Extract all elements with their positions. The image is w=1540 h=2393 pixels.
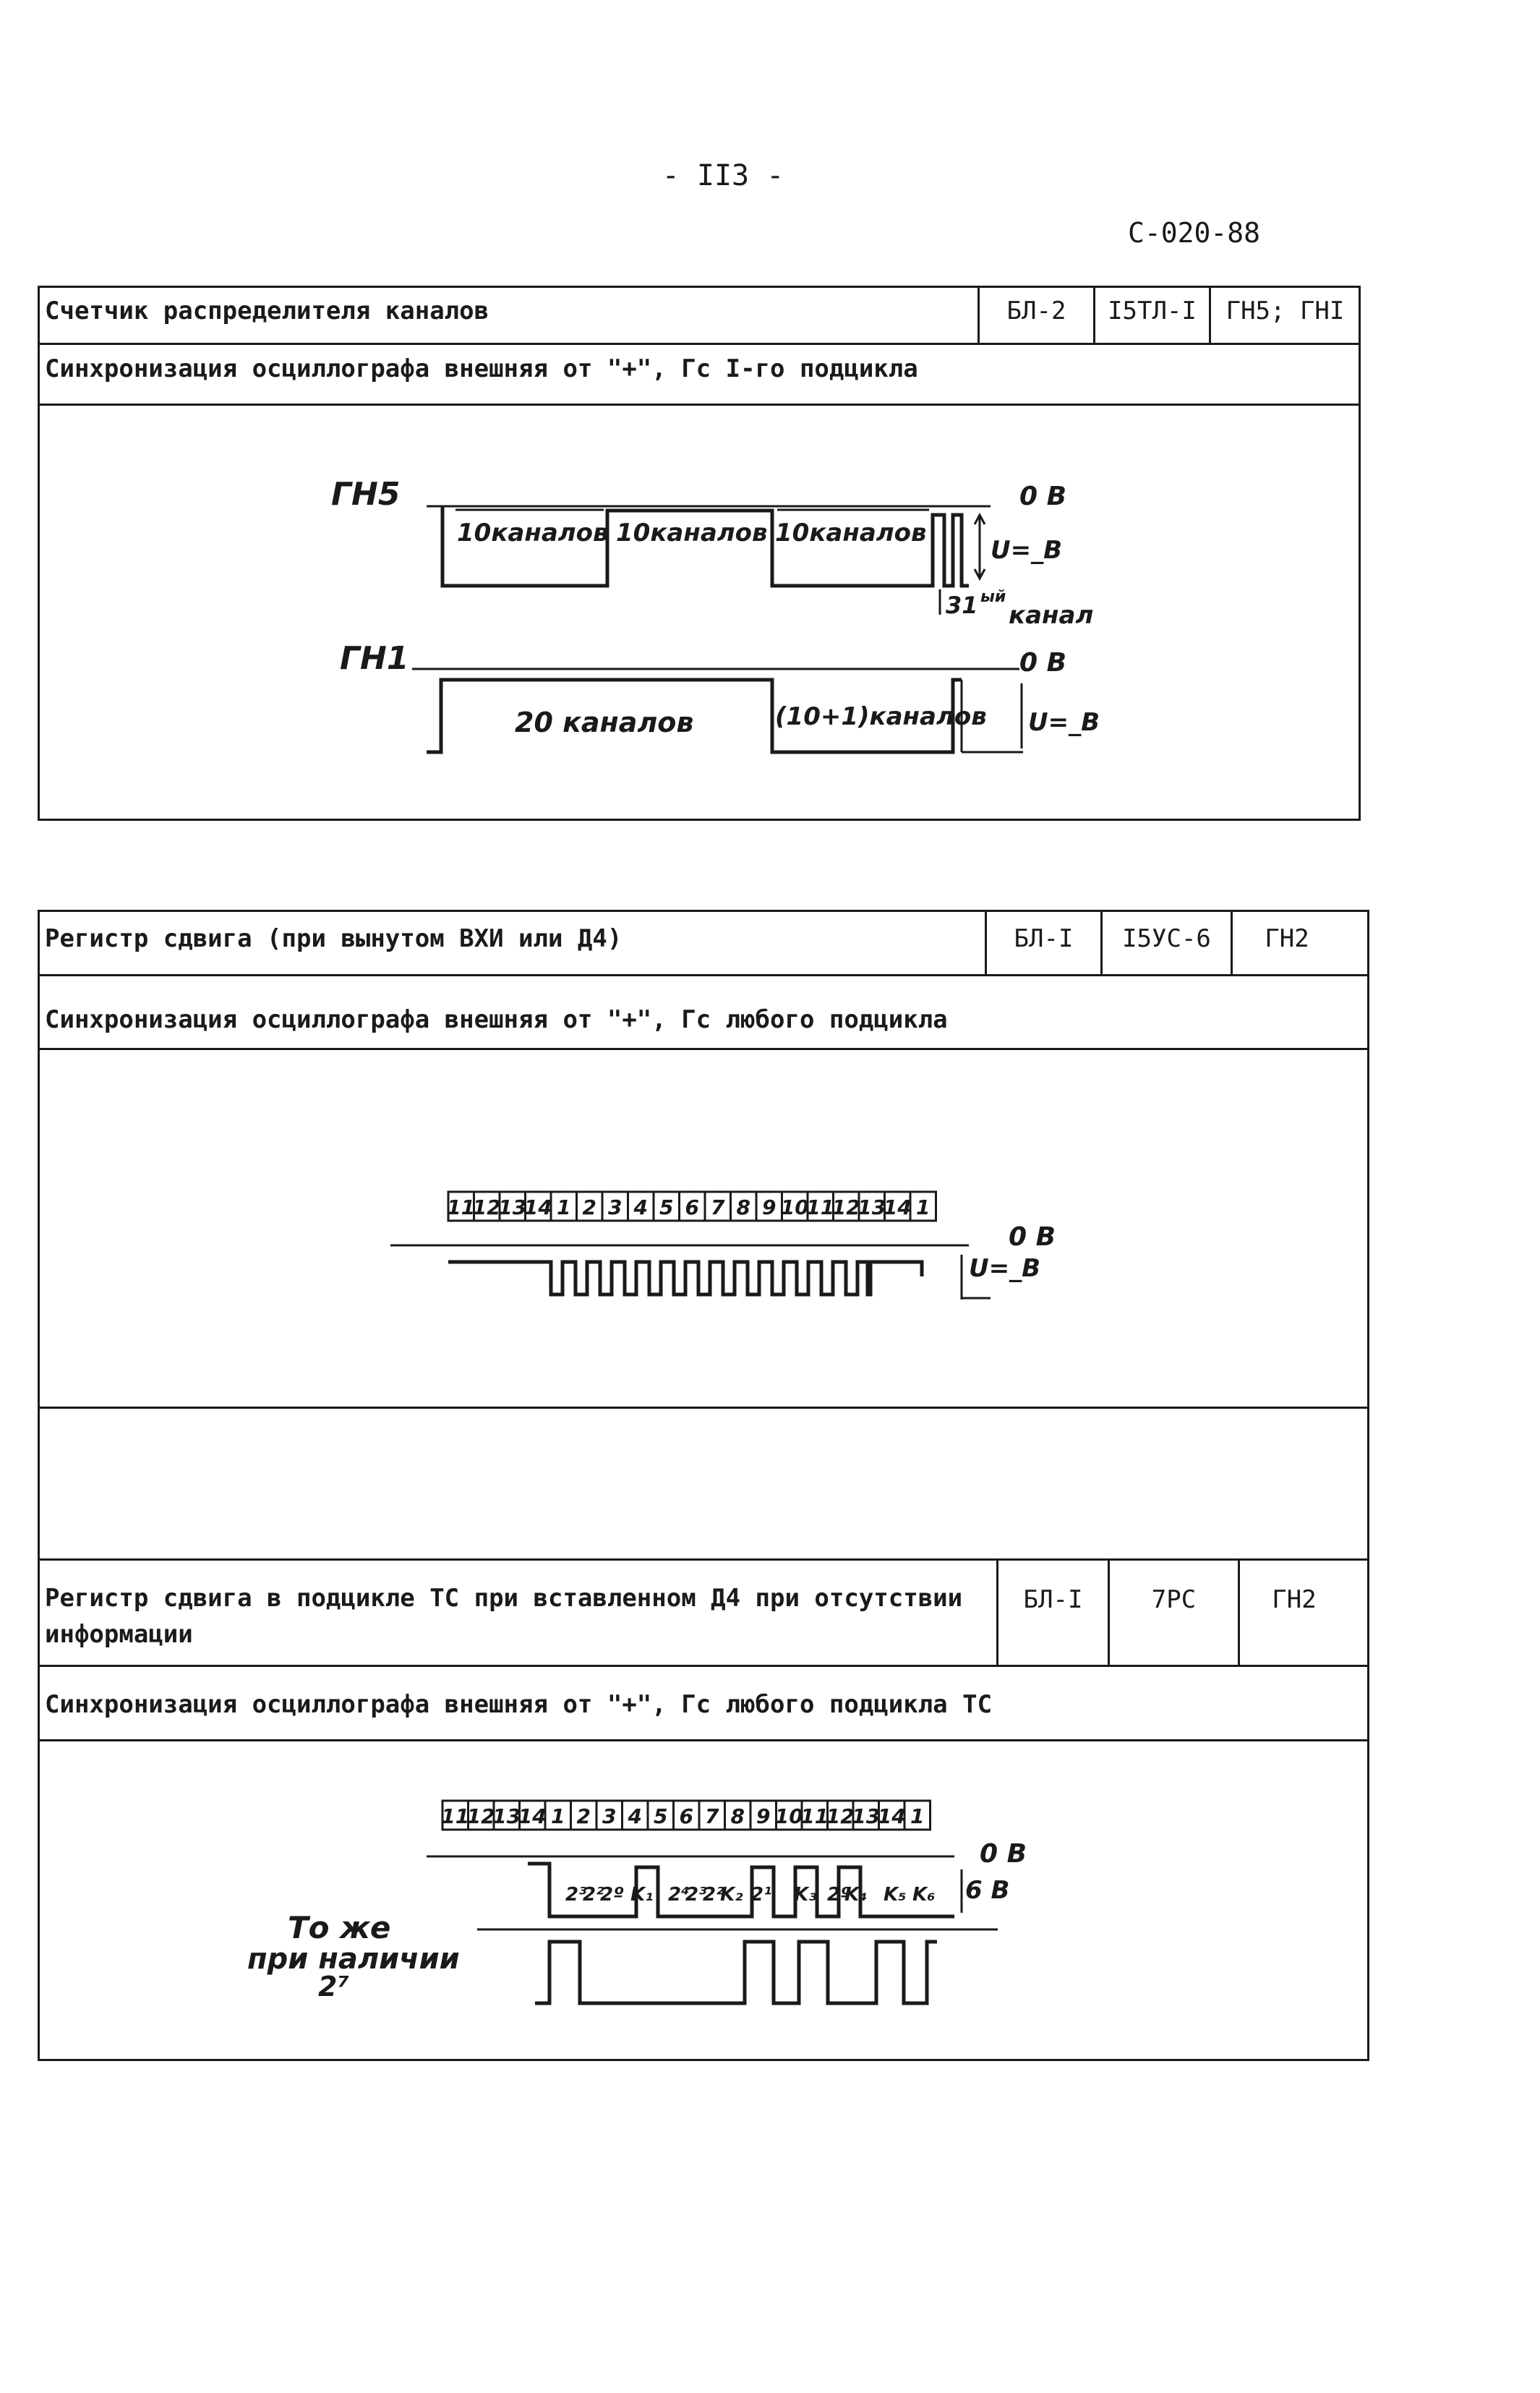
table3-cell-label: 1 bbox=[910, 1804, 925, 1828]
table3-cell-label: 3 bbox=[602, 1804, 617, 1828]
table3-bit-label: K₄ bbox=[844, 1884, 868, 1906]
table3-cell-label: 12 bbox=[826, 1804, 855, 1828]
table2-cell-label: 11 bbox=[806, 1195, 835, 1219]
table3-bit-label: K₂ bbox=[720, 1884, 743, 1906]
table3-block: БЛ-I bbox=[1023, 1585, 1083, 1614]
table2-cell-label: 1 bbox=[916, 1195, 931, 1219]
gn5-zero-label: 0 В bbox=[1019, 482, 1067, 511]
table2-cell-label: 1 bbox=[557, 1195, 571, 1219]
table2-cell-label: 5 bbox=[659, 1195, 674, 1219]
table3-cell-label: 1 bbox=[551, 1804, 565, 1828]
table3-cell-label: 7 bbox=[705, 1804, 719, 1828]
table2-cell-label: 14 bbox=[883, 1195, 912, 1219]
table3-cell-label: 5 bbox=[654, 1804, 668, 1828]
table2-cell-label: 2 bbox=[582, 1195, 596, 1219]
table3-cell-label: 11 bbox=[441, 1804, 470, 1828]
table2-point: ГН2 bbox=[1265, 924, 1309, 953]
table3-cell-label: 11 bbox=[800, 1804, 829, 1828]
table3-cell-label: 9 bbox=[756, 1804, 771, 1828]
table3-cell-label: 14 bbox=[518, 1804, 547, 1828]
table2-cell-label: 14 bbox=[523, 1195, 552, 1219]
table2-title: Регистр сдвига (при вынутом ВХИ или Д4) bbox=[45, 924, 623, 953]
seg-c-label: 10каналов bbox=[775, 519, 927, 547]
table2-cell-label: 8 bbox=[736, 1195, 750, 1219]
table3-cell-label: 10 bbox=[774, 1804, 803, 1828]
table3-cell-label: 2 bbox=[576, 1804, 591, 1828]
table3-bit-label: 2¹ bbox=[750, 1884, 772, 1906]
table3-bit-label: 2² bbox=[583, 1884, 604, 1906]
table3-bit-label: 2² bbox=[703, 1884, 724, 1906]
ch31-sup: ый bbox=[980, 588, 1006, 606]
table3-cell-label: 13 bbox=[492, 1804, 521, 1828]
table1-point: ГН5; ГНI bbox=[1225, 297, 1345, 325]
table3-six-volt-label: 6 В bbox=[965, 1876, 1010, 1905]
table3-bit-label: K₆ bbox=[912, 1884, 936, 1906]
gn1-label: ГН1 bbox=[340, 640, 409, 677]
table2-cell-label: 4 bbox=[633, 1195, 648, 1219]
gn5-label: ГН5 bbox=[331, 476, 401, 513]
table3-element: 7РС bbox=[1151, 1585, 1197, 1614]
table3-bit-label: 2º bbox=[600, 1884, 624, 1906]
note-line3: 2⁷ bbox=[318, 1971, 350, 2002]
table3-bit-label: 2³ bbox=[565, 1884, 587, 1906]
ch31-label: 31 bbox=[946, 592, 978, 619]
table3-bit-label: K₃ bbox=[794, 1884, 817, 1906]
table3-cell-label: 12 bbox=[466, 1804, 495, 1828]
table3-zero-label: 0 В bbox=[980, 1839, 1027, 1869]
table3-bit-label: K₁ bbox=[630, 1884, 654, 1906]
note-line1: То же bbox=[288, 1910, 391, 1945]
table3-point: ГН2 bbox=[1272, 1585, 1317, 1614]
table3-cell-label: 14 bbox=[877, 1804, 906, 1828]
table3-cell-label: 6 bbox=[679, 1804, 693, 1828]
table2-cell-label: 12 bbox=[831, 1195, 860, 1219]
table2-cell-label: 13 bbox=[857, 1195, 886, 1219]
seg-e-label: (10+1)каналов bbox=[775, 702, 987, 731]
ch31-word: канал bbox=[1009, 601, 1094, 630]
table2-cell-label: 12 bbox=[472, 1195, 501, 1219]
table2-cell-label: 3 bbox=[608, 1195, 623, 1219]
table2-element: I5УС-6 bbox=[1122, 924, 1211, 953]
page-number: - II3 - bbox=[662, 159, 784, 192]
table3-title: Регистр сдвига в подцикле ТС при вставленном Д4 при отсутствии информации bbox=[45, 1584, 963, 1649]
table3-bit-label: 2º bbox=[827, 1884, 851, 1906]
gn5-u-label: U=_В bbox=[991, 536, 1063, 565]
table2-cell-label: 6 bbox=[685, 1195, 699, 1219]
table3-bit-label: K₅ bbox=[884, 1884, 907, 1906]
document-code: С-020-88 bbox=[1128, 217, 1261, 249]
table2-block: БЛ-I bbox=[1014, 924, 1074, 953]
table2-zero-label: 0 В bbox=[1009, 1222, 1056, 1252]
table1-title: Счетчик распределителя каналов bbox=[45, 297, 489, 325]
table2-cell-label: 7 bbox=[711, 1195, 725, 1219]
seg-a-label: 10каналов bbox=[457, 519, 609, 547]
table1-sync: Синхронизация осциллографа внешняя от "+", Гс I-го подцикла bbox=[45, 354, 918, 383]
seg-b-label: 10каналов bbox=[616, 519, 768, 547]
note-line2: при наличии bbox=[247, 1942, 460, 1976]
table1-block: БЛ-2 bbox=[1006, 297, 1066, 325]
table2-sync: Синхронизация осциллографа внешняя от "+", Гс любого подцикла bbox=[45, 1005, 948, 1034]
table3-cell-label: 8 bbox=[730, 1804, 745, 1828]
table1-element: I5ТЛ-I bbox=[1108, 297, 1197, 325]
table2-cell-label: 10 bbox=[780, 1195, 809, 1219]
table2-u-label: U=_В bbox=[969, 1254, 1041, 1283]
table2-cell-label: 11 bbox=[447, 1195, 476, 1219]
table3-bit-label: 2⁴ bbox=[668, 1884, 690, 1906]
table3-sync: Синхронизация осциллографа внешняя от "+", Гс любого подцикла ТС bbox=[45, 1690, 993, 1719]
table3-cell-label: 4 bbox=[628, 1804, 642, 1828]
gn1-u-label: U=_В bbox=[1028, 708, 1100, 737]
gn1-zero-label: 0 В bbox=[1019, 648, 1067, 678]
table3-bit-label: 2³ bbox=[685, 1884, 707, 1906]
table2-cell-label: 13 bbox=[498, 1195, 527, 1219]
table3-cell-label: 13 bbox=[852, 1804, 881, 1828]
seg-d-label: 20 каналов bbox=[515, 707, 694, 738]
table2-cell-label: 9 bbox=[762, 1195, 777, 1219]
